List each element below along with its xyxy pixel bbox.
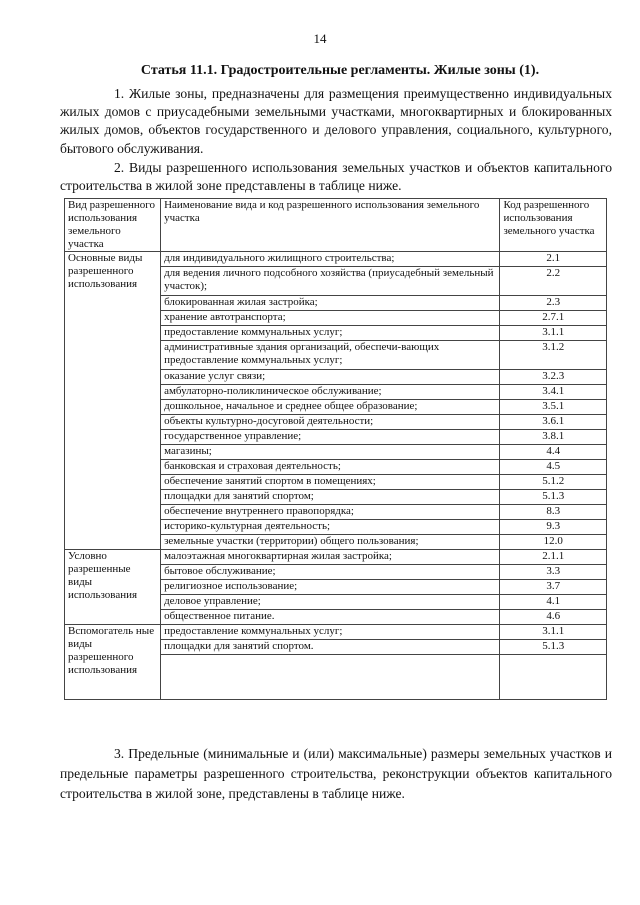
use-code: 2.7.1 [500,311,607,326]
use-name: государственное управление; [161,430,500,445]
use-name: земельные участки (территории) общего пользования; [161,535,500,550]
use-name: историко-культурная деятельность; [161,520,500,535]
use-code: 3.8.1 [500,430,607,445]
group-label: Вспомогатель ные виды разрешенного использования [65,625,161,700]
table-row [65,625,607,640]
use-name: амбулаторно-поликлиническое обслуживание; [161,385,500,400]
use-name: банковская и страховая деятельность; [161,460,500,475]
table-body [65,252,607,700]
use-code: 5.1.3 [500,640,607,655]
table-row [65,252,607,267]
use-name: для индивидуального жилищного строительства; [161,252,500,267]
group-label: Условно разрешенные виды использования [65,550,161,625]
article-heading: Статья 11.1. Градостроительные регламенты. Жилые зоны (1). [140,63,540,78]
use-code: 5.1.3 [500,490,607,505]
use-name: магазины; [161,445,500,460]
use-code: 4.5 [500,460,607,475]
use-name: деловое управление; [161,595,500,610]
use-name: хранение автотранспорта; [161,311,500,326]
use-code: 2.1.1 [500,550,607,565]
permitted-use-table [64,198,607,700]
header-type: Вид разрешенного использования земельного участка [65,199,161,252]
paragraph-1: 1. Жилые зоны, предназначены для размещения преимущественно индивидуальных жилых домов с приусадебными земельными участками, многоквартирных и блокированных жилых домов, объектов государственного и делового управления, социального, культурного, бытового обслуживания. [60,86,612,156]
use-code: 2.1 [500,252,607,267]
use-code: 3.1.1 [500,625,607,640]
use-code: 3.1.1 [500,326,607,341]
use-name: площадки для занятий спортом; [161,490,500,505]
use-name: предоставление коммунальных услуг; [161,625,500,640]
use-code: 5.1.2 [500,475,607,490]
header-code: Код разрешенного использования земельного участка [500,199,607,252]
use-name: предоставление коммунальных услуг; [161,326,500,341]
use-code: 8.3 [500,505,607,520]
empty-cell [161,655,500,700]
use-name: малоэтажная многоквартирная жилая застройка; [161,550,500,565]
use-code: 3.3 [500,565,607,580]
use-code: 9.3 [500,520,607,535]
use-name: дошкольное, начальное и среднее общее образование; [161,400,500,415]
empty-cell [500,655,607,700]
paragraph-3: 3. Предельные (минимальные и (или) максимальные) размеры земельных участков и предельные параметры разрешенного строительства, реконструкции объектов капитального строительства в жилой зоне, представлены в таблице ниже. [60,746,612,801]
paragraph-2: 2. Виды разрешенного использования земельных участков и объектов капитального строительства в жилой зоне представлены в таблице ниже. [60,160,612,194]
use-code: 2.2 [500,267,607,296]
use-name: блокированная жилая застройка; [161,296,500,311]
use-name: общественное питание. [161,610,500,625]
use-code: 2.3 [500,296,607,311]
use-code: 3.6.1 [500,415,607,430]
use-name: объекты культурно-досуговой деятельности; [161,415,500,430]
use-code: 3.2.3 [500,370,607,385]
table-header-row [65,199,607,252]
use-code: 4.1 [500,595,607,610]
use-name: обеспечение внутреннего правопорядка; [161,505,500,520]
header-name: Наименование вида и код разрешенного использования земельного участка [161,199,500,252]
group-label: Основные виды разрешенного использования [65,252,161,550]
use-code: 4.4 [500,445,607,460]
use-name: административные здания организаций, обеспечи-вающих предоставление коммунальных услуг; [161,341,500,370]
page-number: 14 [313,31,327,46]
use-name: бытовое обслуживание; [161,565,500,580]
use-name: религиозное использование; [161,580,500,595]
use-name: для ведения личного подсобного хозяйства (приусадебный земельный участок); [161,267,500,296]
use-code: 3.1.2 [500,341,607,370]
use-name: площадки для занятий спортом. [161,640,500,655]
use-code: 4.6 [500,610,607,625]
use-name: оказание услуг связи; [161,370,500,385]
table-row [65,550,607,565]
use-code: 12.0 [500,535,607,550]
use-code: 3.4.1 [500,385,607,400]
use-code: 3.5.1 [500,400,607,415]
use-name: обеспечение занятий спортом в помещениях; [161,475,500,490]
use-code: 3.7 [500,580,607,595]
